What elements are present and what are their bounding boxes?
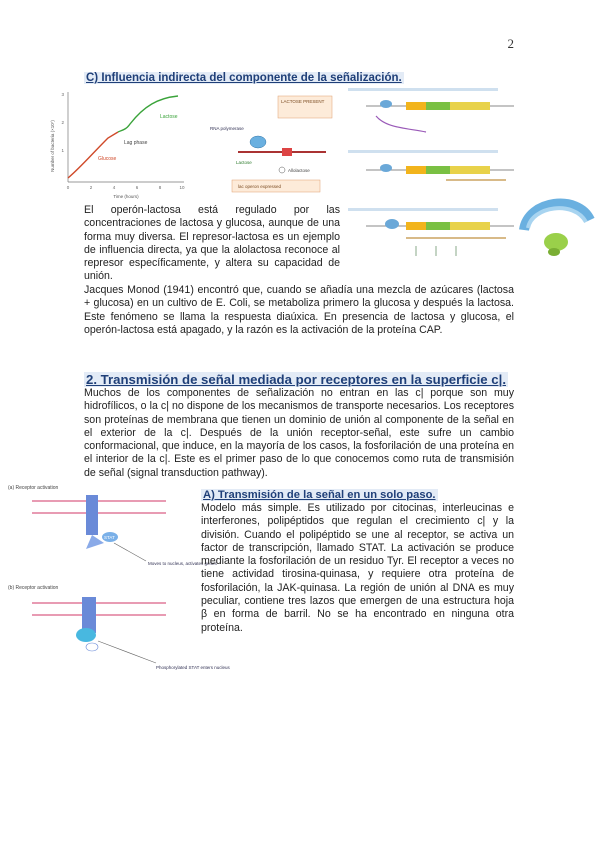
- section-c-paragraph-2: Jacques Monod (1941) encontró que, cuando se añadía una mezcla de azúcares (lactosa + glucosa) en un cultivo de E. Coli, se metaboliza primero la glucosa y después la lactosa. Este fenómeno se llama la respuesta diaúxica. En presencia de lactosa y glucosa, el operón-lactosa está apagado, y la razón es la activación de la proteína CAP.: [84, 284, 514, 336]
- growth-x-tick: 10: [179, 185, 185, 190]
- receptor-panel-a-label: (a) Receptor activation: [8, 485, 59, 491]
- diauxic-growth-chart: [48, 86, 190, 204]
- growth-x-label: Time (hours): [113, 194, 139, 199]
- growth-x-tick: 4: [112, 185, 116, 190]
- growth-y-tick: 1: [61, 148, 64, 153]
- growth-annotation-glucose: Glucose: [98, 156, 117, 162]
- section-c-heading: C) Influencia indirecta del componente de la señalización.: [86, 72, 402, 84]
- growth-x-tick: 6: [135, 185, 139, 190]
- operon-box-top: LACTOSE PRESENT: [281, 99, 325, 104]
- growth-annotation-lactose: Lactose: [160, 114, 178, 120]
- growth-x-tick: 0: [66, 185, 70, 190]
- operon-panel-2: [348, 150, 514, 180]
- operon-label-allolactose: Allolactose: [288, 168, 310, 173]
- growth-y-tick: 3: [61, 92, 64, 97]
- cap-protein-structure: [518, 190, 596, 260]
- growth-annotation-lag: Lag phase: [124, 140, 148, 146]
- growth-x-tick: 8: [158, 185, 162, 190]
- operon-panel-3: [348, 208, 514, 256]
- operon-label-lactose: Lactose: [236, 160, 252, 165]
- receptor-arrow-b-text: Phosphorylated STAT enters nucleus: [156, 665, 230, 670]
- section-a-paragraph: Modelo más simple. Es utilizado por citocinas, interleucinas e interferones, polipéptidos que regulan el crecimiento c| y la división. Cuando el polipéptido se une al receptor, se activa un factor de transcripción, llamado STAT. La activación se produce mediante la fosforilación de un residuo Tyr. El receptor a veces no tiene actividad tirosina-quinasa, y requiere otra proteína de fosforilación, la JAK-quinasa. La región de unión al DNA es muy peculiar, contiene tres lazos que emergen de una estructura hoja β en forma de barril. No se ha encontrado en ninguna otra proteína.: [201, 502, 514, 634]
- receptor-activation-figure: [6, 483, 230, 683]
- section-a-heading: A) Transmisión de la señal en un solo paso.: [203, 489, 436, 501]
- receptor-arrow-a-text: Moves to nucleus, activates genes: [148, 561, 217, 566]
- receptor-stat-label: STAT: [104, 535, 115, 540]
- section-c-paragraph-1: El operón-lactosa está regulado por las concentraciones de lactosa y glucosa, aunque de una forma muy diversa. El represor-lactosa es un ejemplo de influencia directa, ya que la alolactosa reconoce al represor específicamente, y altera su capacidad de unión.: [84, 204, 340, 283]
- operon-label-rna: RNA polymerase: [210, 126, 244, 131]
- section-2-heading: 2. Transmisión de señal mediada por receptores en la superficie c|.: [86, 372, 506, 387]
- growth-x-tick: 2: [89, 185, 93, 190]
- glucose-curve: [68, 132, 118, 178]
- cap-operon-panels: [346, 86, 516, 266]
- receptor-panel-b-label: (b) Receptor activation: [8, 585, 59, 591]
- operon-box-bottom: lac operon expressed: [238, 184, 282, 189]
- growth-y-tick: 2: [61, 120, 64, 125]
- lac-operon-diagram: [208, 92, 336, 196]
- operon-panel-1: [348, 88, 514, 132]
- growth-y-label: Number of bacteria (×10⁷): [50, 120, 55, 172]
- section-2-paragraph: Muchos de los componentes de señalización no entran en las c| porque son muy hidrofílicos, o la c| no dispone de los mecanismos de transporte necesarios. Los receptores son proteínas de membrana que tienen un dominio de unión al componente de la señal en el exterior de la c|. Después de la unión receptor-señal, este sufre un cambio conformacional, que induce, en la mayoría de los casos, la fosforilación de una proteína en el interior de la c|. Este es el primer paso de lo que conocemos como ruta de transmisión de señal (signal transduction pathway).: [84, 387, 514, 479]
- page-number: 2: [507, 36, 514, 51]
